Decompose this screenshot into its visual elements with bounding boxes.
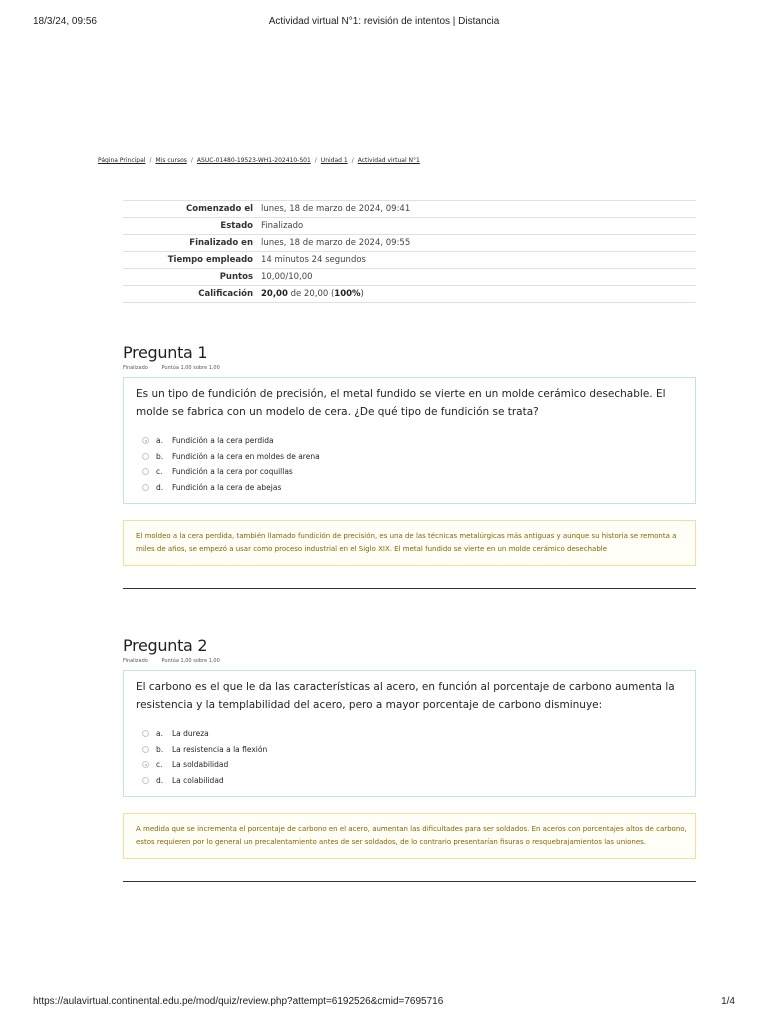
summary-label: Finalizado en <box>189 238 253 248</box>
summary-value: 14 minutos 24 segundos <box>261 255 366 265</box>
answer-list <box>136 726 695 788</box>
question-status: Finalizado <box>123 365 148 371</box>
summary-label: Tiempo empleado <box>167 255 253 265</box>
question-text: Es un tipo de fundición de precisión, el metal fundido se vierte en un molde cerámico desechable. El molde se fabrica con un modelo de cera. ¿De qué tipo de fundición se trata? <box>136 388 666 418</box>
grade-of: de 20,00 ( <box>290 289 335 299</box>
answer-option-c[interactable] <box>136 464 695 480</box>
summary-label: Puntos <box>219 272 253 282</box>
radio-icon[interactable] <box>142 453 149 460</box>
answer-letter: c. <box>156 467 163 477</box>
answer-option-a[interactable] <box>136 433 695 449</box>
answer-list <box>136 433 695 495</box>
summary-value: lunes, 18 de marzo de 2024, 09:55 <box>261 238 411 248</box>
summary-label: Comenzado el <box>186 204 253 214</box>
answer-text: La dureza <box>172 729 209 739</box>
radio-icon[interactable] <box>142 468 149 475</box>
answer-text: La colabilidad <box>172 775 224 785</box>
grade-percent: 100% <box>334 289 361 299</box>
breadcrumb <box>98 157 420 164</box>
question-title: Pregunta 1 <box>123 343 208 362</box>
question-score: Puntúa 1,00 sobre 1,00 <box>161 365 220 371</box>
breadcrumb-activity[interactable]: Actividad virtual N°1 <box>357 157 420 164</box>
answer-letter: b. <box>156 744 164 754</box>
attempt-summary-table <box>123 200 696 303</box>
print-page-number: 1/4 <box>721 996 735 1007</box>
breadcrumb-separator: / <box>351 157 354 164</box>
answer-text: La resistencia a la flexión <box>172 744 268 754</box>
summary-value: 10,00/10,00 <box>261 272 313 282</box>
print-url: https://aulavirtual.continental.edu.pe/mod/quiz/review.php?attempt=6192526&cmid=7695716 <box>33 996 444 1007</box>
summary-value: Finalizado <box>261 221 304 231</box>
radio-icon[interactable] <box>142 777 149 784</box>
question-score: Puntúa 1,00 sobre 1,00 <box>161 658 220 664</box>
summary-row-finished <box>123 235 696 252</box>
answer-letter: b. <box>156 451 164 461</box>
radio-selected-icon[interactable] <box>142 437 149 444</box>
summary-row-grade <box>123 286 696 303</box>
answer-text: Fundición a la cera de abejas <box>172 482 282 492</box>
breadcrumb-my-courses[interactable]: Mis cursos <box>155 157 187 164</box>
answer-option-a[interactable] <box>136 726 695 742</box>
general-feedback: A medida que se incrementa el porcentaje de carbono en el acero, aumentan las dificultades para ser soldados. En aceros con porcentajes altos de carbono, estos requieren por lo general un precalentamiento antes de ser soldados, de lo contrario presentarían fisuras o resquebrajamientos las uniones. <box>123 813 696 859</box>
grade-close: ) <box>360 289 364 299</box>
question-content <box>123 670 696 797</box>
answer-option-c[interactable] <box>136 757 695 773</box>
grade-value: 20,00 <box>261 289 288 299</box>
radio-icon[interactable] <box>142 746 149 753</box>
summary-value: lunes, 18 de marzo de 2024, 09:41 <box>261 204 411 214</box>
print-datetime: 18/3/24, 09:56 <box>33 16 97 27</box>
question-status: Finalizado <box>123 658 148 664</box>
summary-label: Calificación <box>198 289 253 299</box>
breadcrumb-home[interactable]: Página Principal <box>98 157 146 164</box>
question-divider <box>123 588 696 589</box>
breadcrumb-unit[interactable]: Unidad 1 <box>320 157 348 164</box>
question-divider <box>123 881 696 882</box>
answer-option-d[interactable] <box>136 773 695 789</box>
breadcrumb-separator: / <box>314 157 317 164</box>
breadcrumb-separator: / <box>149 157 152 164</box>
answer-option-b[interactable] <box>136 449 695 465</box>
question-title: Pregunta 2 <box>123 636 208 655</box>
summary-row-state <box>123 218 696 235</box>
question-content <box>123 377 696 504</box>
question-1 <box>123 343 696 589</box>
answer-text: La soldabilidad <box>172 760 229 770</box>
breadcrumb-separator: / <box>190 157 193 164</box>
question-meta <box>123 658 696 666</box>
summary-row-started <box>123 201 696 218</box>
print-footer <box>33 996 735 1007</box>
general-feedback: El moldeo a la cera perdida, también llamado fundición de precisión, es una de las técnicas metalúrgicas más antiguas y aunque su historia se remonta a miles de años, se empezó a usar como proceso industrial en el Siglo XIX. El metal fundido se vierte en un molde cerámico desechable <box>123 520 696 566</box>
answer-option-d[interactable] <box>136 480 695 496</box>
radio-icon[interactable] <box>142 730 149 737</box>
answer-letter: a. <box>156 729 163 739</box>
answer-letter: a. <box>156 436 163 446</box>
radio-selected-icon[interactable] <box>142 761 149 768</box>
answer-letter: d. <box>156 775 164 785</box>
summary-row-points <box>123 269 696 286</box>
summary-row-time-taken <box>123 252 696 269</box>
answer-text: Fundición a la cera por coquillas <box>172 467 293 477</box>
summary-label: Estado <box>220 221 253 231</box>
radio-icon[interactable] <box>142 484 149 491</box>
question-text: El carbono es el que le da las características al acero, en función al porcentaje de carbono aumenta la resistencia y la templabilidad del acero, pero a mayor porcentaje de carbono disminuye: <box>136 681 675 711</box>
answer-text: Fundición a la cera perdida <box>172 436 274 446</box>
print-page-title: Actividad virtual N°1: revisión de intentos | Distancia <box>268 16 500 27</box>
answer-letter: d. <box>156 482 164 492</box>
question-meta <box>123 365 696 373</box>
answer-option-b[interactable] <box>136 742 695 758</box>
question-2 <box>123 636 696 882</box>
answer-letter: c. <box>156 760 163 770</box>
answer-text: Fundición a la cera en moldes de arena <box>172 451 320 461</box>
breadcrumb-course[interactable]: ASUC-01480-19523-WH1-202410-S01 <box>196 157 311 164</box>
summary-grade <box>259 286 696 303</box>
